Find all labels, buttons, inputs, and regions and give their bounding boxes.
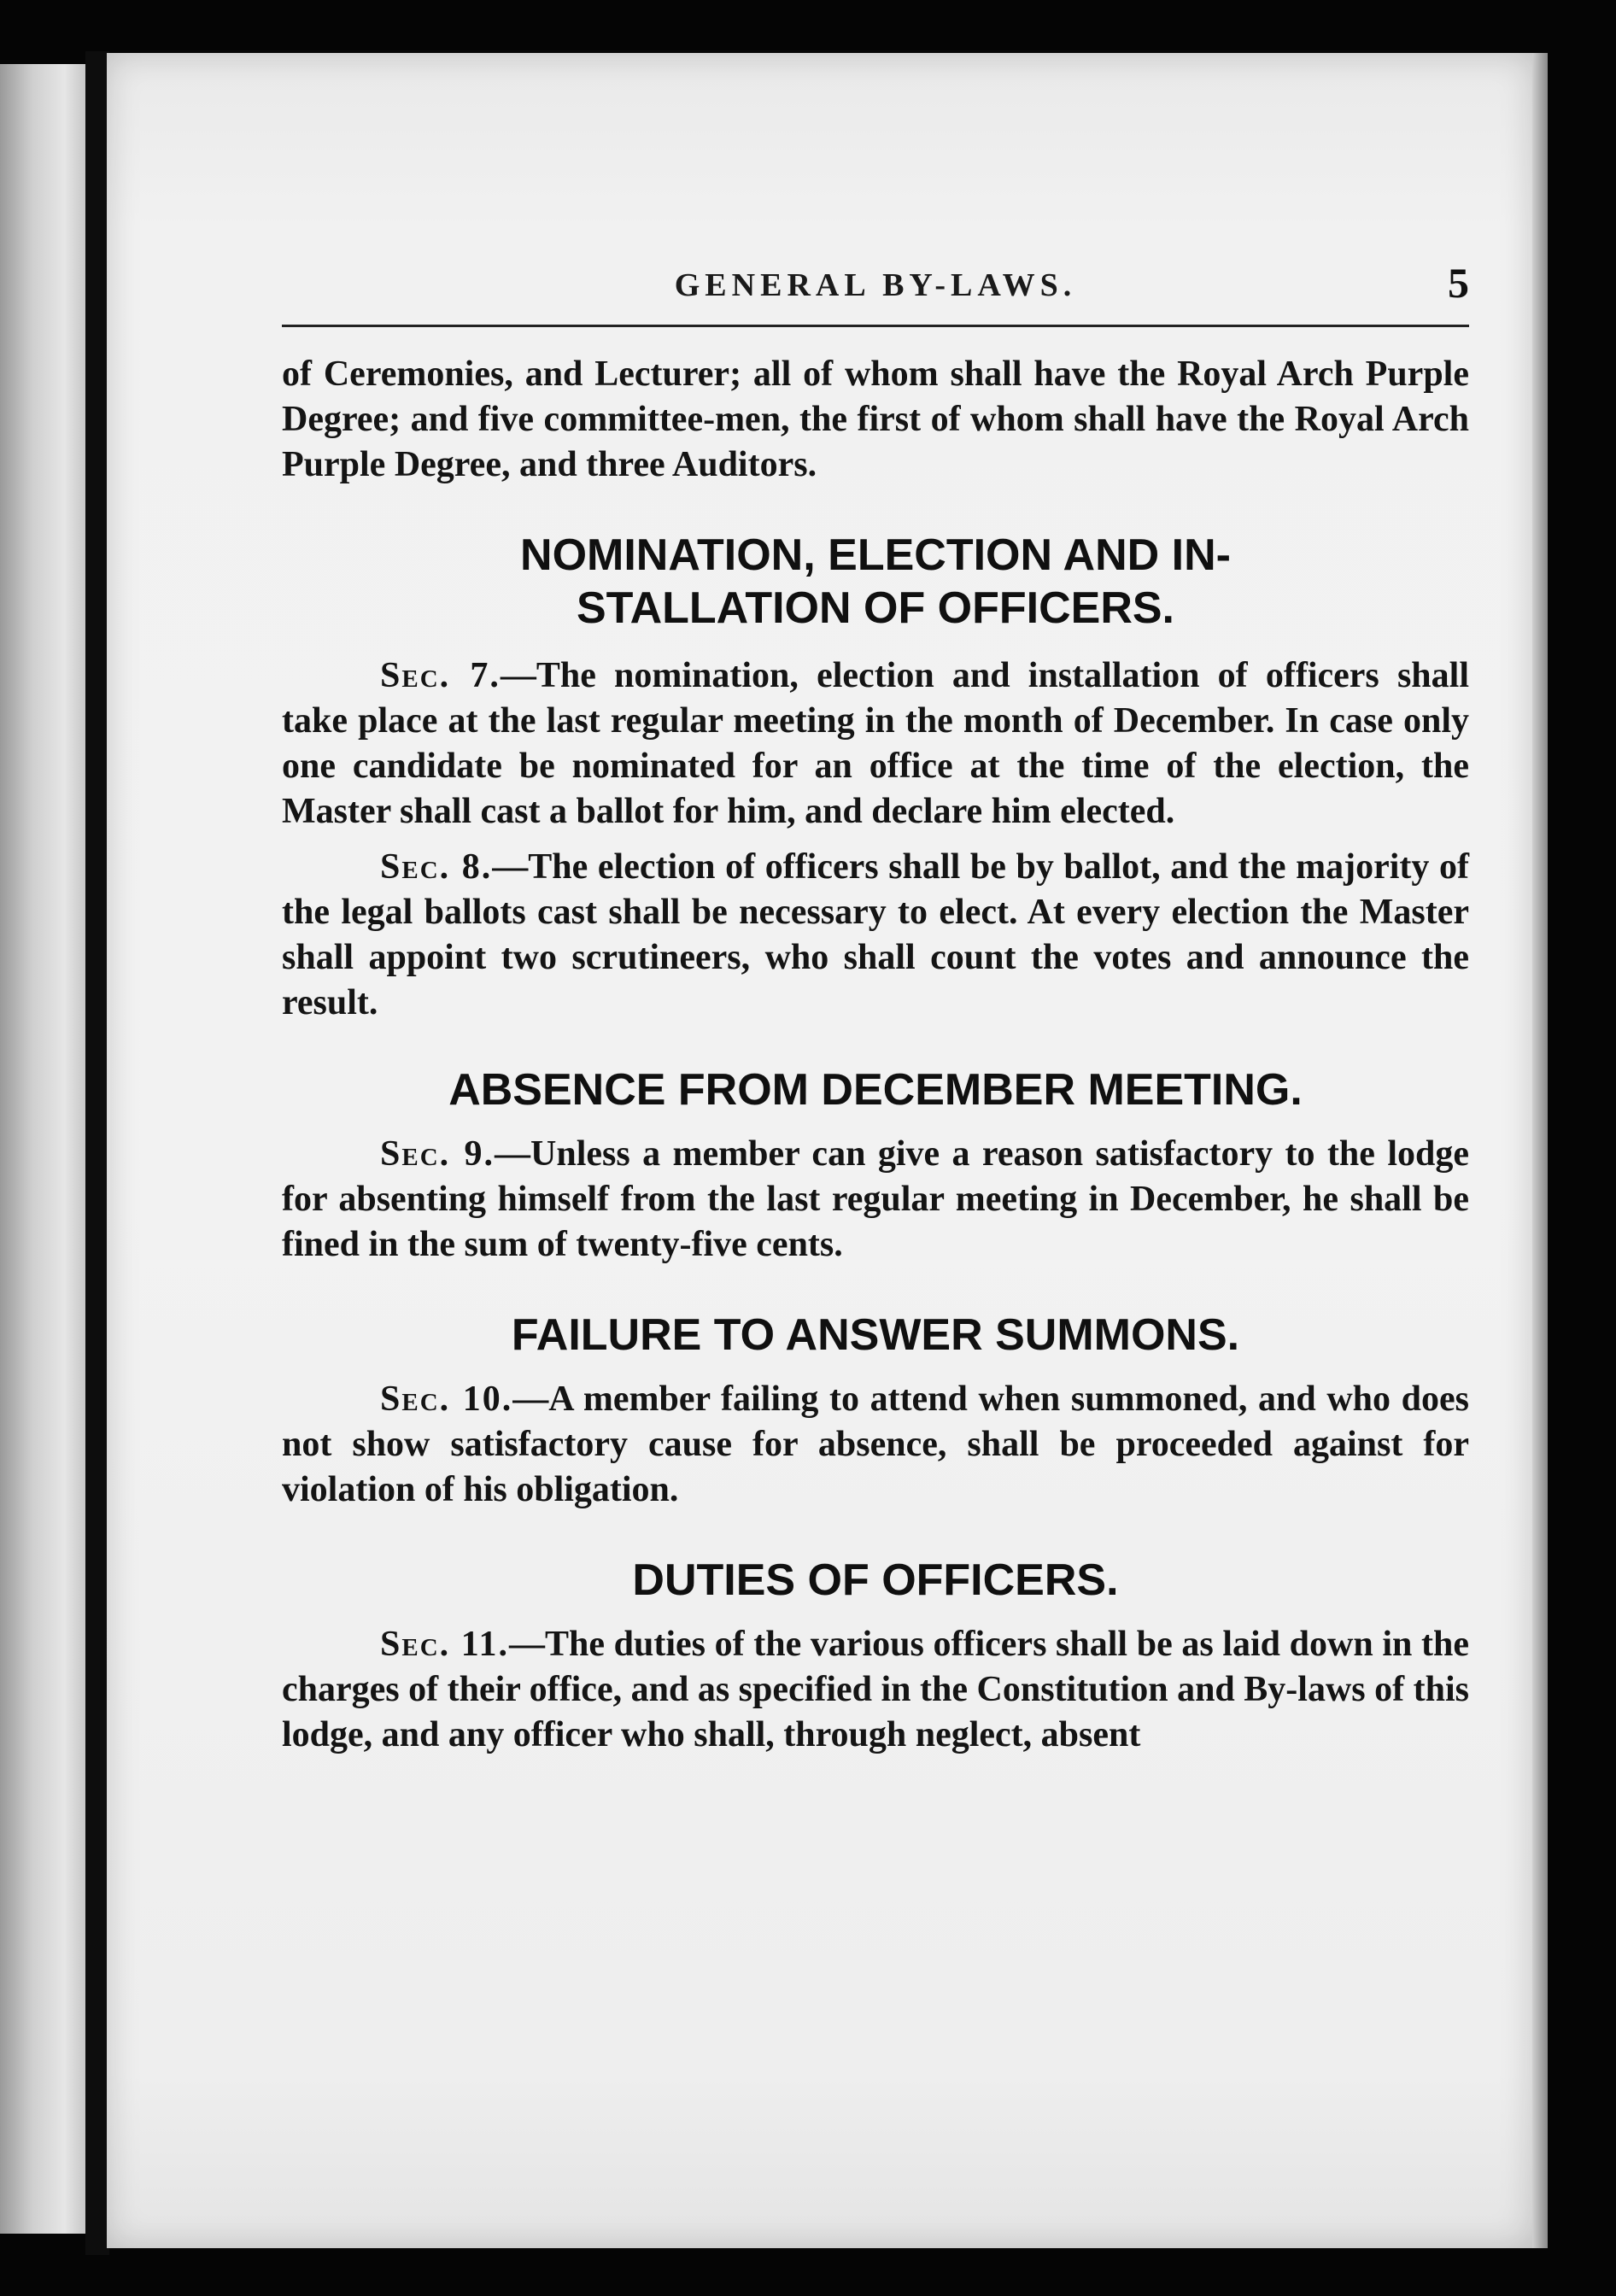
section-text: —The duties of the various officers shall be as laid down in the charges of their office, and as specified in the Constitution and By-laws of this lodge, and any officer who shall, through neglect, absent: [282, 1625, 1469, 1754]
section-label: Sec. 10.: [380, 1379, 513, 1419]
page-right-edge: [1532, 53, 1548, 2248]
section-text: —The election of officers shall be by ballot, and the majority of the legal ballots cast shall be necessary to elect. At every election the Master shall appoint two scrutineers, who shall count the votes and announce the result.: [282, 847, 1469, 1022]
opening-paragraph: of Ceremonies, and Lecturer; all of whom shall have the Royal Arch Purple Degree; and five committee-men, the first of whom shall have the Royal Arch Purple Degree, and three Auditors.: [282, 354, 1469, 484]
book-gutter: [85, 51, 109, 2255]
section-text: —Unless a member can give a reason satisfactory to the lodge for absenting himself from the last regular meeting in December, he shall be fined in the sum of twenty-five cents.: [282, 1134, 1469, 1264]
running-head-title: GENERAL BY-LAWS.: [674, 267, 1077, 303]
section-paragraph-sec-8: [282, 845, 1469, 1026]
section-heading-duties: [282, 1554, 1469, 1607]
section-heading-absence: [282, 1063, 1469, 1116]
section-label: Sec. 8.: [380, 847, 493, 887]
section-heading-line: FAILURE TO ANSWER SUMMONS.: [511, 1310, 1240, 1360]
section-text: —A member failing to attend when summoned, and who does not show satisfactory cause for absence, shall be proceeded against for violation of his obligation.: [282, 1379, 1469, 1509]
section-heading-line: ABSENCE FROM DECEMBER MEETING.: [448, 1065, 1303, 1115]
book-page: [107, 53, 1533, 2248]
section-heading-line: NOMINATION, ELECTION AND IN-: [520, 530, 1231, 580]
page-number: 5: [1448, 259, 1469, 307]
facing-page-edge: [0, 64, 92, 2234]
section-label: Sec. 11.: [380, 1625, 509, 1664]
section-label: Sec. 9.: [380, 1134, 495, 1174]
section-heading-line: STALLATION OF OFFICERS.: [576, 583, 1175, 633]
section-text: —The nomination, election and installation of officers shall take place at the last regular meeting in the month of December. In case only one candidate be nominated for an office at the time of the election, the Master shall cast a ballot for him, and declare him elected.: [282, 656, 1469, 831]
section-label: Sec. 7.: [380, 656, 501, 695]
body-text: [282, 352, 1469, 1758]
section-paragraph-sec-9: [282, 1132, 1469, 1268]
section-heading-line: DUTIES OF OFFICERS.: [632, 1555, 1119, 1605]
section-heading-failure: [282, 1309, 1469, 1362]
section-heading-nomination: [282, 529, 1469, 635]
section-paragraph-sec-11: [282, 1622, 1469, 1758]
running-head: [282, 258, 1469, 309]
header-rule: [282, 325, 1469, 327]
section-paragraph-sec-7: [282, 653, 1469, 835]
section-paragraph-sec-10: [282, 1377, 1469, 1513]
